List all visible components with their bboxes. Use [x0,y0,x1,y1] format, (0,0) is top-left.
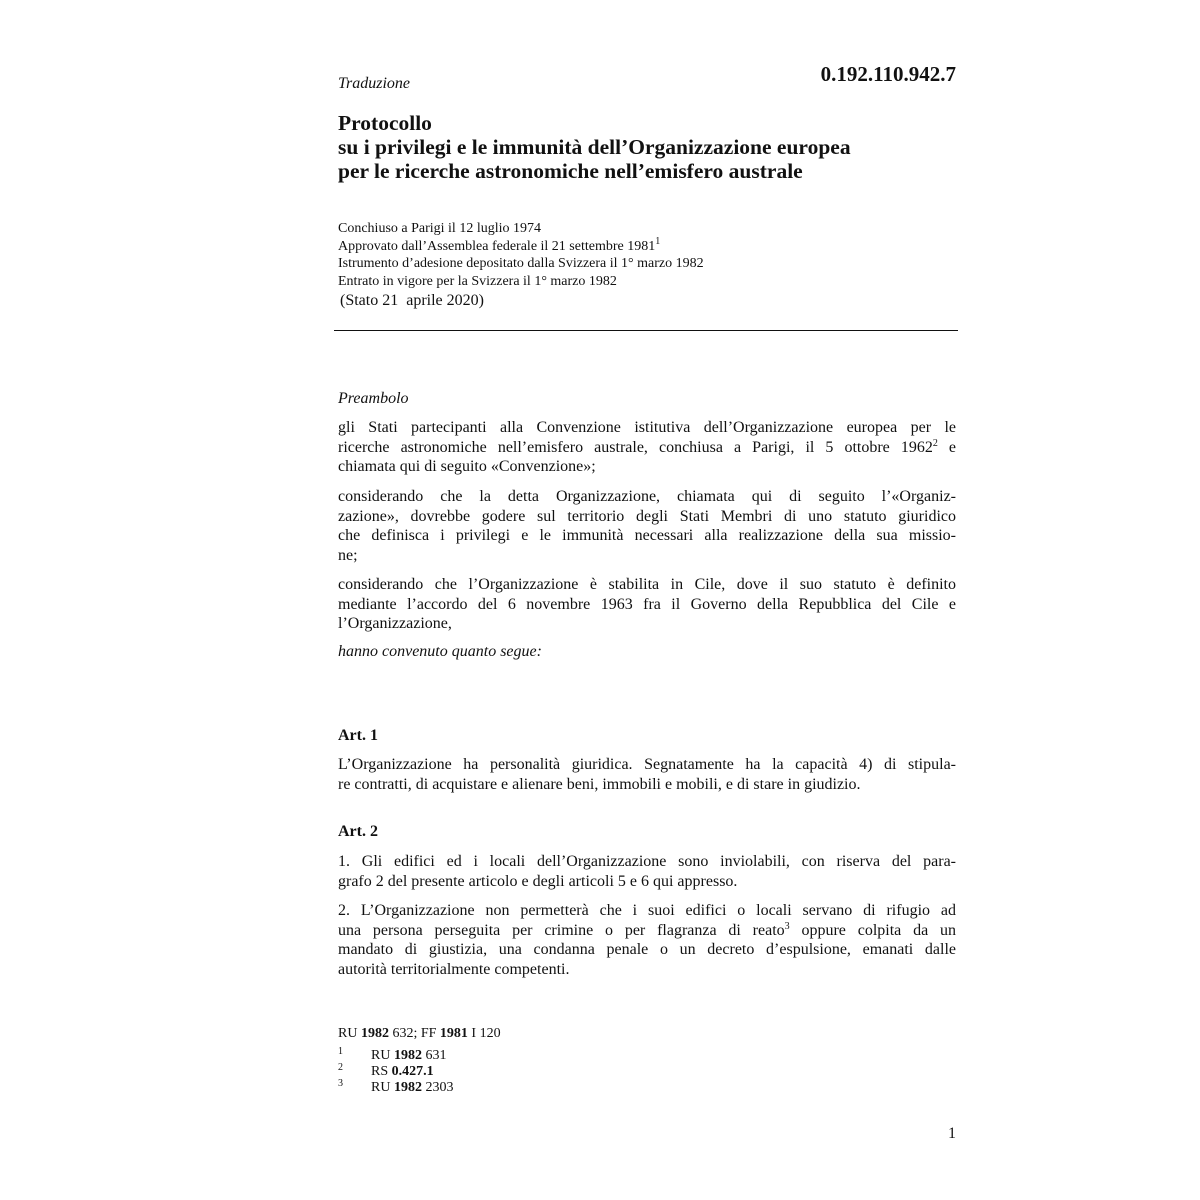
meta-concluded: Conchiuso a Parigi il 12 luglio 1974 [338,221,541,236]
preamble-heading: Preambolo [338,390,409,407]
source-reference: RU 1982 632; FF 1981 I 120 [338,1026,501,1041]
footnote-item: 1 RU 1982 631 [338,1046,447,1063]
title-line: per le ricerche astronomiche nell’emisfero australe [338,159,803,183]
footnote-ref: 1 [655,235,661,247]
footnote-ref: 2 [932,437,938,449]
title-line: su i privilegi e le immunità dell’Organizzazione europea [338,135,851,159]
preamble-paragraph-1: gli Stati partecipanti alla Convenzione istitutiva dell’Organizzazione europea per le ricerche astronomiche nell’emisfero australe, conchiusa a Parigi, il 5 ottobre 1962$^2$ e chiamata qui di seguito «Convenzione»; [338,419,956,475]
meta-approved: Approvato dall’Assemblea federale il 21 settembre 1981$^1$ [338,235,661,254]
footnote-item: 2 RS 0.427.1 [338,1062,434,1079]
title-line: Protocollo [338,111,432,135]
article-1-text: L’Organizzazione ha personalità giuridica. Segnatamente ha la capacità 4) di stipula- re contratti, di acquistare e alienare beni, immobili e mobili, e di stare in giudizio. [338,756,956,793]
page-number: 1 [948,1125,956,1142]
preamble-paragraph-3: considerando che l’Organizzazione è stabilita in Cile, dove il suo statuto è definito mediante l’accordo del 6 novembre 1963 fra il Governo della Repubblica del Cile e l’Organizzazione, [338,576,956,632]
header-divider [334,330,958,331]
document-number: 0.192.110.942.7 [820,62,956,86]
meta-instrument: Istrumento d’adesione depositato dalla Svizzera il 1° marzo 1982 [338,256,704,271]
document-title [338,111,958,183]
translation-label: Traduzione [338,75,411,92]
article-1-heading: Art. 1 [338,727,378,744]
footnote-item: 3 RU 1982 2303 [338,1078,454,1095]
meta-in-force: Entrato in vigore per la Svizzera il 1° marzo 1982 [338,273,617,289]
preamble-closing: hanno convenuto quanto segue: [338,643,542,660]
footnote-ref: 3 [784,920,790,932]
status-date: (Stato 21 aprile 2020) [340,292,484,309]
article-2-paragraph-1: 1. Gli edifici ed i locali dell’Organizzazione sono inviolabili, con riserva del para- grafo 2 del presente articolo e degli articoli 5 e 6 qui appresso. [338,853,956,890]
document-metadata [338,220,704,290]
article-2-heading: Art. 2 [338,823,378,840]
footnotes [338,1026,501,1096]
preamble-paragraph-2: considerando che la detta Organizzazione, chiamata qui di seguito l’«Organiz- zazione», dovrebbe godere sul territorio degli Stati Membri di uno statuto giuridico che definisca i privilegi e le immunità necessari alla realizzazione della sua missio- ne; [338,488,956,564]
article-2-paragraph-2: 2. L’Organizzazione non permetterà che i suoi edifici o locali servano di rifugio ad una persona perseguita per crimine o per flagranza di reato$^3$ oppure colpita da un mandato di giustizia, una condanna penale o un decreto d’espulsione, emanati dalle autorità territorialmente competenti. [338,902,957,978]
